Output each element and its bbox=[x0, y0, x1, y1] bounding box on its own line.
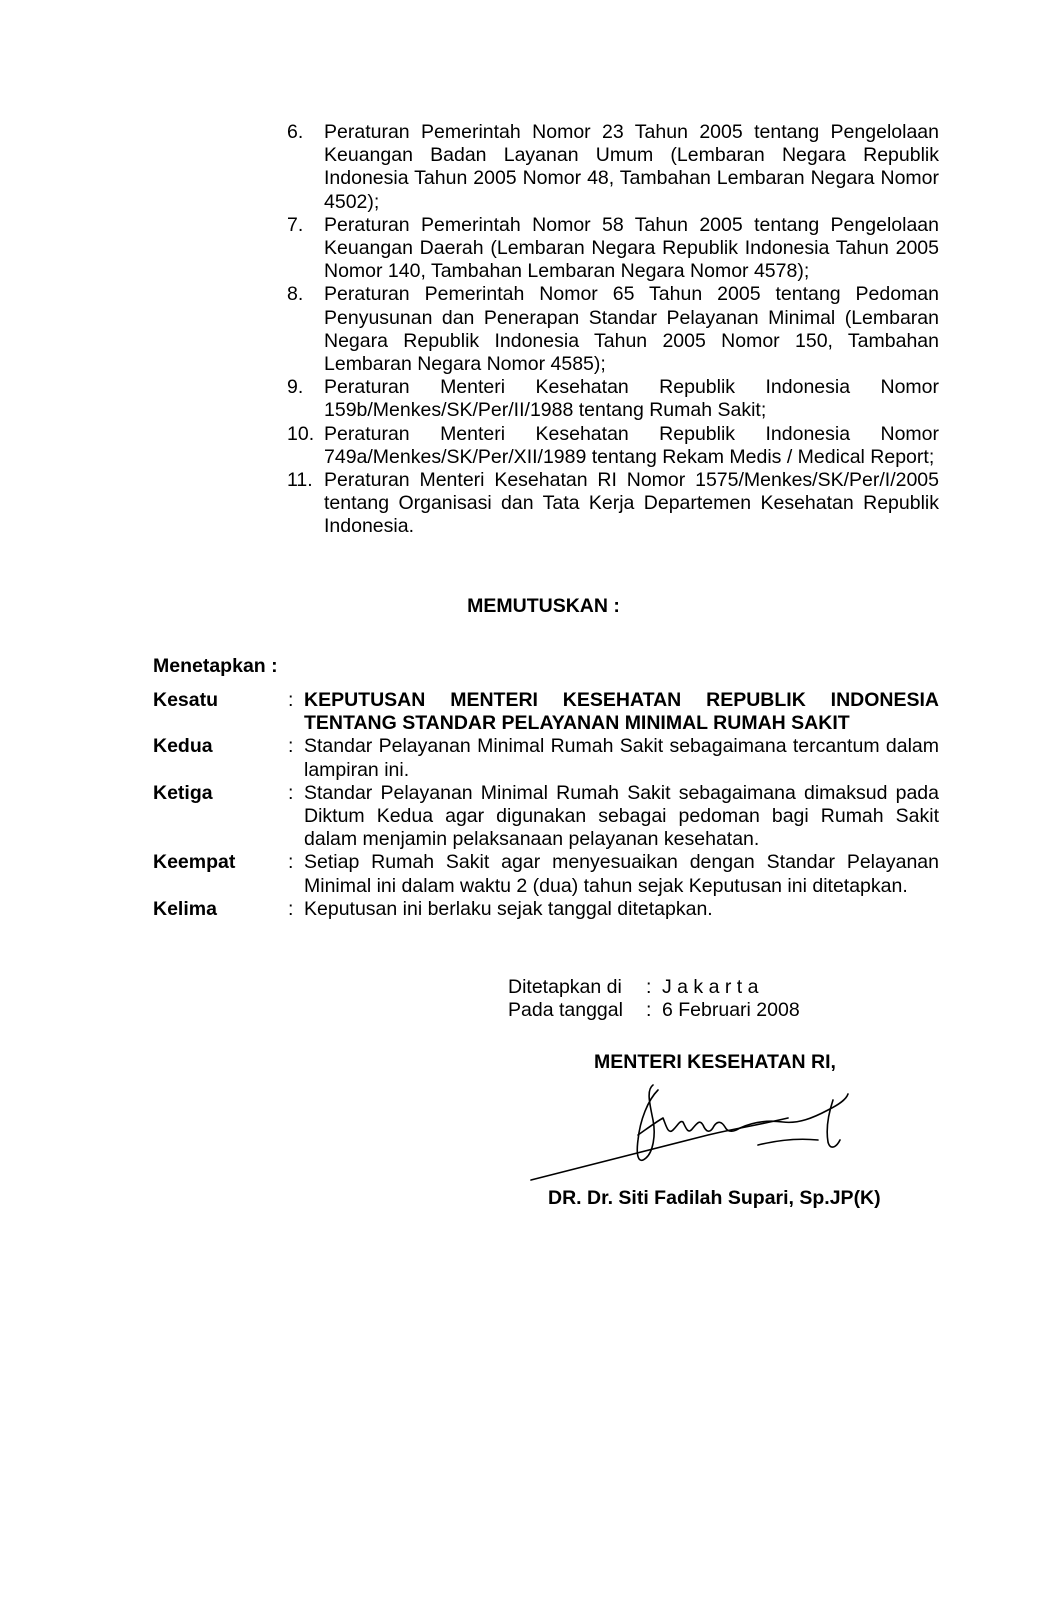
menetapkan-label: Menetapkan : bbox=[153, 655, 278, 677]
considerations-list bbox=[287, 121, 939, 539]
consideration-item bbox=[287, 283, 939, 376]
dictum-text: Standar Pelayanan Minimal Rumah Sakit sebagaimana tercantum dalam lampiran ini. bbox=[304, 735, 939, 781]
enactment-date-row bbox=[508, 999, 800, 1022]
dictum-text: Keputusan ini berlaku sejak tanggal ditetapkan. bbox=[304, 897, 713, 920]
dictum-keempat bbox=[153, 851, 939, 897]
item-number: 7. bbox=[287, 213, 304, 236]
consideration-item bbox=[287, 469, 939, 539]
dictum-colon: : bbox=[288, 689, 294, 711]
dictum-label: Kedua bbox=[153, 735, 213, 758]
date-label: Pada tanggal bbox=[508, 999, 623, 1022]
item-text: Peraturan Menteri Kesehatan Republik Indonesia Nomor 159b/Menkes/SK/Per/II/1988 tentang Rumah Sakit; bbox=[324, 376, 939, 422]
date-value: 6 Februari 2008 bbox=[662, 999, 800, 1022]
dictum-label: Keempat bbox=[153, 851, 236, 874]
dictum-colon: : bbox=[288, 735, 294, 758]
dictum-colon: : bbox=[288, 851, 294, 874]
dictum-text: KEPUTUSAN MENTERI KESEHATAN REPUBLIK INDONESIA TENTANG STANDAR PELAYANAN MINIMAL RUMAH SAKIT bbox=[304, 689, 939, 735]
dictum-kelima bbox=[153, 898, 939, 921]
memutuskan-heading: MEMUTUSKAN : bbox=[467, 595, 620, 617]
item-number: 11. bbox=[287, 469, 313, 492]
dictum-ketiga bbox=[153, 782, 939, 852]
enactment-block bbox=[508, 976, 800, 1022]
item-text: Peraturan Pemerintah Nomor 65 Tahun 2005 tentang Pedoman Penyusunan dan Penerapan Standar Pelayanan Minimal (Lembaran Negara Republik Indonesia Tahun 2005 Nomor 150, Tambahan Lembaran Negara Nomor 4585); bbox=[324, 283, 939, 376]
item-number: 8. bbox=[287, 283, 304, 306]
dictum-label: Ketiga bbox=[153, 781, 213, 804]
place-value: J a k a r t a bbox=[662, 976, 759, 998]
dictum-list bbox=[153, 689, 939, 921]
item-text: Peraturan Pemerintah Nomor 23 Tahun 2005 tentang Pengelolaan Keuangan Badan Layanan Umum (Lembaran Negara Republik Indonesia Tahun 2005 Nomor 48, Tambahan Lembaran Negara Nomor 4502); bbox=[324, 121, 939, 213]
item-number: 6. bbox=[287, 121, 304, 143]
date-colon: : bbox=[646, 999, 652, 1022]
consideration-item bbox=[287, 121, 939, 214]
dictum-label: Kelima bbox=[153, 897, 217, 920]
item-number: 9. bbox=[287, 376, 304, 399]
dictum-label: Kesatu bbox=[153, 689, 219, 711]
consideration-item bbox=[287, 214, 939, 284]
signer-name: DR. Dr. Siti Fadilah Supari, Sp.JP(K) bbox=[548, 1187, 881, 1209]
enactment-place-row bbox=[508, 976, 800, 999]
dictum-kedua bbox=[153, 735, 939, 781]
item-number: 10. bbox=[287, 422, 315, 445]
place-colon: : bbox=[646, 976, 652, 998]
item-text: Peraturan Menteri Kesehatan RI Nomor 1575/Menkes/SK/Per/I/2005 tentang Organisasi dan Tata Kerja Departemen Kesehatan Republik Indonesia. bbox=[324, 469, 939, 538]
item-text: Peraturan Pemerintah Nomor 58 Tahun 2005 tentang Pengelolaan Keuangan Daerah (Lembaran Negara Republik Indonesia Tahun 2005 Nomor 140, Tambahan Lembaran Negara Nomor 4578); bbox=[324, 213, 939, 283]
handwritten-signature bbox=[528, 1080, 868, 1195]
dictum-colon: : bbox=[288, 781, 294, 804]
dictum-text: Setiap Rumah Sakit agar menyesuaikan dengan Standar Pelayanan Minimal ini dalam waktu 2 (dua) tahun sejak Keputusan ini ditetapkan. bbox=[304, 851, 939, 897]
place-label: Ditetapkan di bbox=[508, 976, 622, 998]
dictum-text: Standar Pelayanan Minimal Rumah Sakit sebagaimana dimaksud pada Diktum Kedua agar digunakan sebagai pedoman bagi Rumah Sakit dalam menjamin pelaksanaan pelayanan kesehatan. bbox=[304, 781, 939, 851]
dictum-kesatu bbox=[153, 689, 939, 735]
consideration-item bbox=[287, 423, 939, 469]
consideration-item bbox=[287, 376, 939, 422]
dictum-colon: : bbox=[288, 897, 294, 920]
item-text: Peraturan Menteri Kesehatan Republik Indonesia Nomor 749a/Menkes/SK/Per/XII/1989 tentang Rekam Medis / Medical Report; bbox=[324, 422, 939, 468]
signer-title: MENTERI KESEHATAN RI, bbox=[594, 1051, 836, 1073]
